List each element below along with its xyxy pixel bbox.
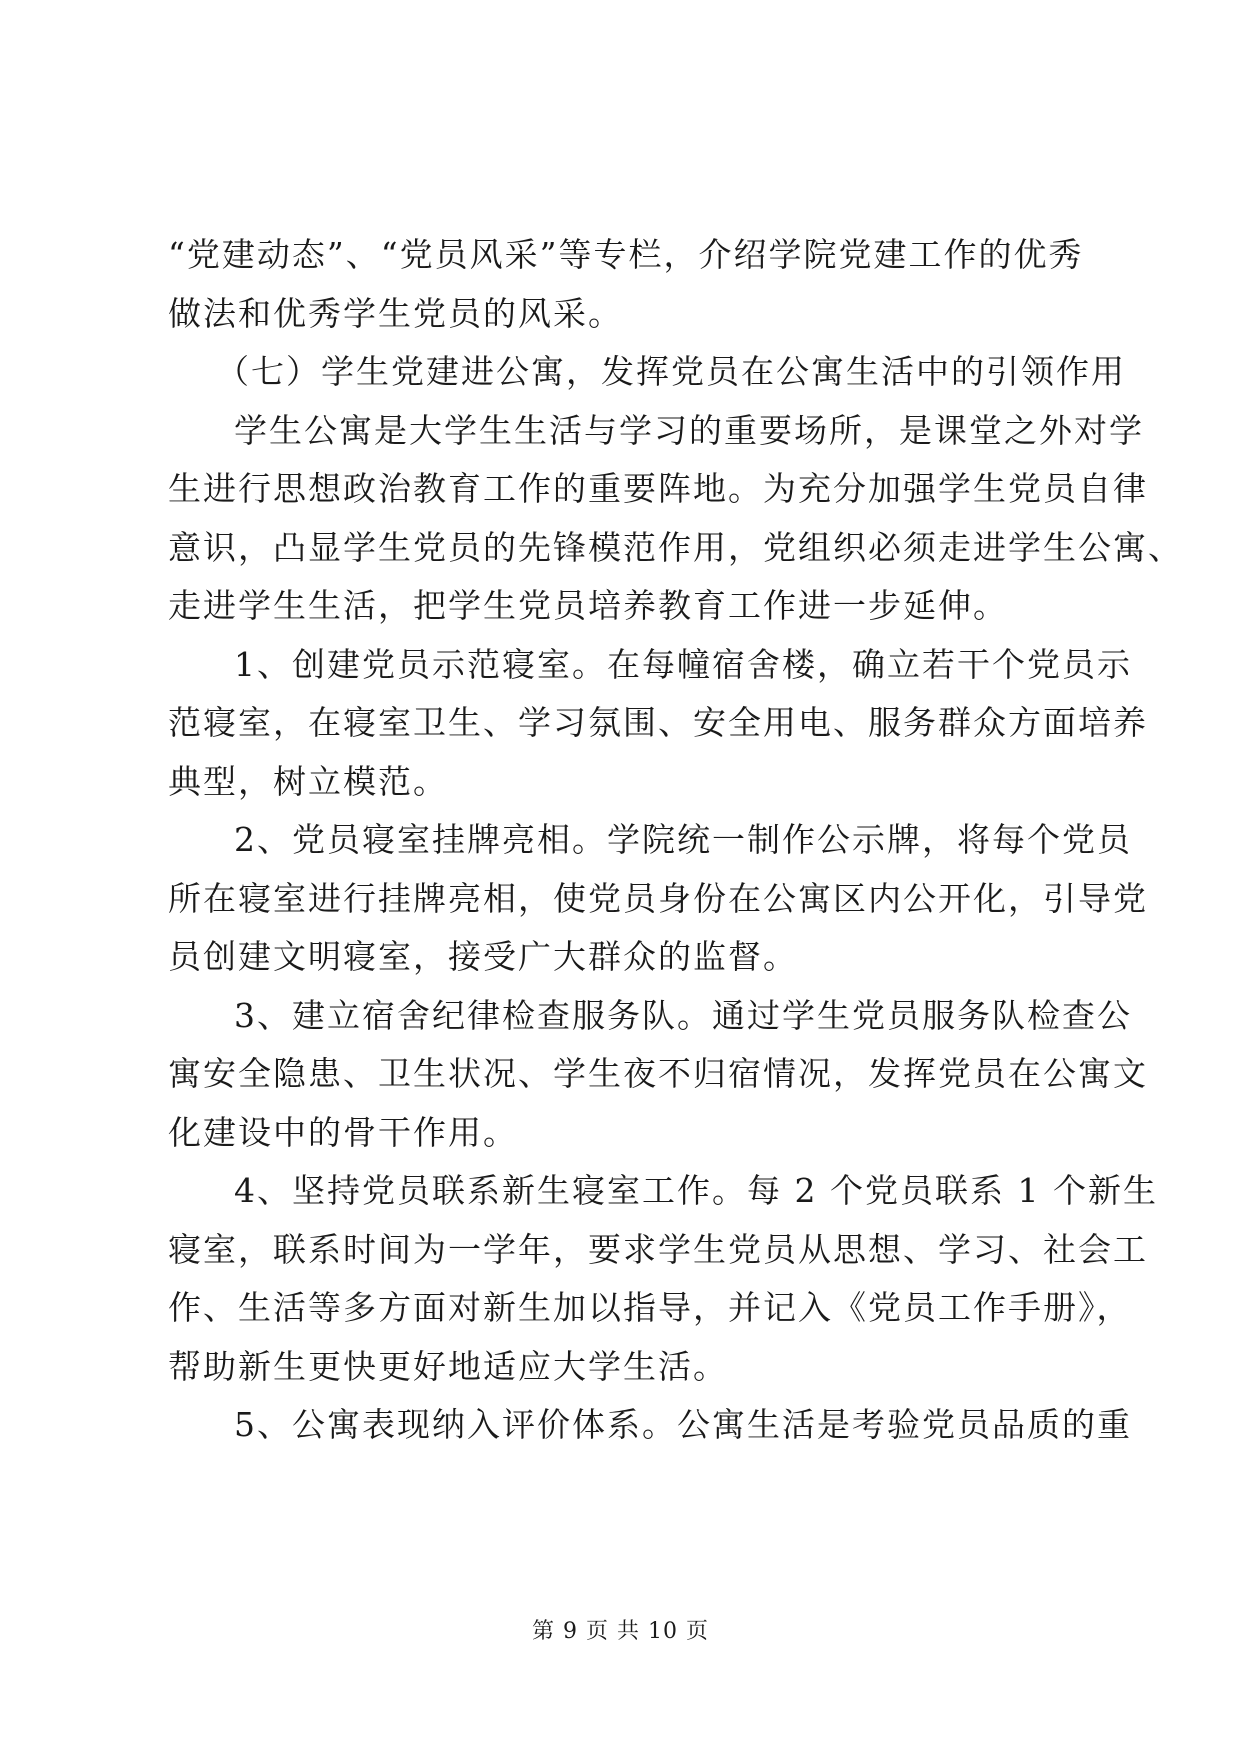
text-line: 所在寝室进行挂牌亮相，使党员身份在公寓区内公开化，引导党 [168,878,1148,918]
text-line: 5、公寓表现纳入评价体系。公寓生活是考验党员品质的重 [234,1405,1132,1444]
text-line: 作、生活等多方面对新生加以指导，并记入《党员工作手册》， [168,1288,1132,1327]
text-line: 走进学生生活，把学生党员培养教育工作进一步延伸。 [168,586,1008,625]
paragraph-item-4 [168,1162,1158,1396]
section-heading-text: （七）学生党建进公寓，发挥党员在公寓生活中的引领作用 [216,352,1126,391]
text-line: 1、创建党员示范寝室。在每幢宿舍楼，确立若干个党员示 [234,644,1132,684]
text-line: 学生公寓是大学生生活与学习的重要场所，是课堂之外对学 [234,410,1144,450]
section-heading [168,343,1126,402]
document-body [168,226,1183,1455]
page-number-footer: 第 9 页 共 10 页 [532,1619,709,1644]
text-line: 意识，凸显学生党员的先锋模范作用，党组织必须走进学生公寓、 [168,527,1183,567]
text-line: 典型，树立模范。 [168,761,448,801]
text-line: 3、建立宿舍纪律检查服务队。通过学生党员服务队检查公 [234,995,1132,1035]
text-line: 范寝室，在寝室卫生、学习氛围、安全用电、服务群众方面培养 [168,703,1148,742]
paragraph-item-2 [168,811,1148,987]
paragraph-item-3 [168,987,1148,1163]
text-line: “党建动态”、“党员风采”等专栏，介绍学院党建工作的优秀 [168,235,1084,274]
paragraph-column-intro [168,226,1088,343]
paragraph-apartment-intro [168,402,1183,636]
text-line: 寝室，联系时间为一学年，要求学生党员从思想、学习、社会工 [168,1229,1148,1269]
text-line: 做法和优秀学生党员的风采。 [168,293,623,333]
text-line: 4、坚持党员联系新生寝室工作。每 2 个党员联系 1 个新生 [234,1171,1158,1210]
text-line: 生进行思想政治教育工作的重要阵地。为充分加强学生党员自律 [168,469,1148,508]
text-line: 帮助新生更快更好地适应大学生活。 [168,1346,728,1386]
text-line: 化建设中的骨干作用。 [168,1112,518,1152]
text-line: 员创建文明寝室，接受广大群众的监督。 [168,937,798,976]
paragraph-item-1 [168,636,1148,812]
text-line: 2、党员寝室挂牌亮相。学院统一制作公示牌，将每个党员 [234,820,1132,859]
text-line: 寓安全隐患、卫生状况、学生夜不归宿情况，发挥党员在公寓文 [168,1054,1148,1093]
paragraph-item-5 [168,1396,1132,1455]
